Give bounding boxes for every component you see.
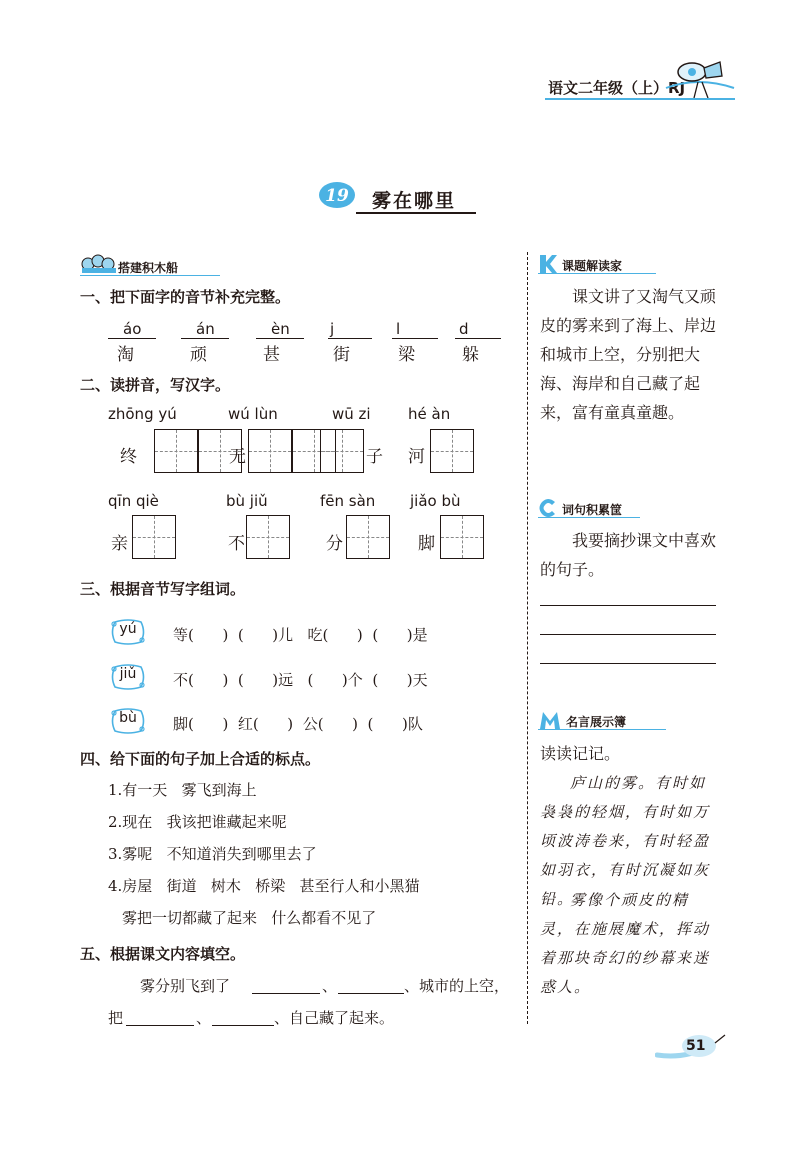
q5-line1-sep: 、 (322, 977, 338, 995)
q3-row-1: 等( ) ( )儿 吃( ) ( )是 (173, 626, 428, 644)
q2-writing-box[interactable] (346, 515, 390, 559)
q1-syllable-line-1 (108, 338, 156, 339)
q2-writing-box[interactable] (248, 429, 292, 473)
q1-hanzi-6: 躲 (462, 345, 479, 365)
book-title: 语文二年级（上）RJ (548, 79, 686, 97)
banner-words-line (538, 517, 640, 518)
q2-writing-box[interactable] (154, 429, 198, 473)
q1-syllable-line-5 (392, 338, 438, 339)
q3-row-3: 脚( ) 红( ) 公( ) ( )队 (173, 715, 423, 733)
lesson-title-underline (356, 212, 476, 214)
writing-line[interactable] (540, 634, 716, 635)
q5-line2-start: 把 (108, 1009, 124, 1027)
q4-sentence-1: 1.有一天 雾飞到海上 (108, 781, 257, 799)
q2-given-6: 不 (228, 534, 245, 554)
q2-pinyin-8: jiǎo bù (410, 492, 461, 510)
q2-given-5: 亲 (111, 534, 128, 554)
banner-interpret: 课题解读家 (562, 259, 623, 273)
quote-1: 庐山的雾。有时如袅袅的轻烟，有时如万顷波涛卷来，有时轻盈如羽衣，有时沉凝如灰铅。 (540, 774, 711, 908)
column-divider (527, 252, 528, 1024)
lesson-number-badge (318, 181, 356, 209)
q1-syllable-line-4 (328, 338, 372, 339)
building-blocks-icon (80, 252, 118, 274)
k-icon (538, 253, 558, 275)
q2-writing-box[interactable] (246, 515, 290, 559)
q2-given-1: 终 (120, 447, 137, 467)
q1-pinyin-5: l (396, 320, 401, 338)
q5-line2-sep: 、 (196, 1009, 212, 1027)
q2-pinyin-1: zhōng yú (108, 405, 177, 423)
q1-syllable-line-6 (455, 338, 501, 339)
q2-writing-box[interactable] (430, 429, 474, 473)
q5-line2-end: 、自己藏了起来。 (274, 1009, 395, 1027)
header-rule (545, 98, 735, 100)
q2-given-8: 脚 (418, 534, 435, 554)
q5-line1-end: 、城市的上空， (404, 977, 510, 995)
q4-sentence-2: 2.现在 我该把谁藏起来呢 (108, 813, 287, 831)
q2-pinyin-5: qīn qiè (108, 492, 159, 510)
q2-given-7: 分 (326, 534, 343, 554)
banner-build-line (80, 275, 220, 276)
words-text: 我要摘抄课文中喜欢的句子。 (540, 531, 717, 579)
q1-syllable-line-3 (256, 338, 304, 339)
q5-blank-4[interactable] (212, 1025, 274, 1026)
c-icon (538, 497, 558, 519)
q1-heading: 一、把下面字的音节补充完整。 (80, 288, 291, 306)
q3-syllable-1: yú (119, 621, 137, 637)
q2-writing-box[interactable] (132, 515, 176, 559)
interpret-text: 课文讲了又淘气又顽皮的雾来到了海上、岸边和城市上空，分别把大海、海岸和自己藏了起来，富有童真童趣。 (540, 287, 717, 422)
q2-given-2: 无 (229, 447, 246, 467)
q1-pinyin-1: áo (123, 320, 142, 338)
q5-line1-start: 雾分别飞到了 (140, 977, 231, 995)
q2-given-3: 子 (366, 447, 383, 467)
lesson-title: 雾在哪里 (372, 190, 457, 212)
q5-blank-2[interactable] (338, 993, 404, 994)
writing-line[interactable] (540, 663, 716, 664)
q1-hanzi-5: 梁 (398, 345, 415, 365)
q2-heading: 二、读拼音，写汉字。 (80, 376, 231, 394)
q2-pinyin-3: wū zi (332, 405, 371, 423)
q5-blank-1[interactable] (252, 993, 320, 994)
banner-quotes-line (538, 729, 666, 730)
q1-pinyin-4: j (330, 320, 335, 338)
q3-heading: 三、根据音节写字组词。 (80, 580, 246, 598)
q1-hanzi-3: 甚 (263, 345, 280, 365)
q2-pinyin-6: bù jiǔ (226, 492, 268, 510)
q4-sentence-5: 雾把一切都藏了起来 什么都看不见了 (122, 909, 377, 927)
q4-sentence-3: 3.雾呢 不知道消失到哪里去了 (108, 845, 317, 863)
q3-syllable-2: jiǔ (119, 666, 137, 682)
lesson-number: 19 (325, 186, 349, 206)
banner-quotes: 名言展示簿 (566, 715, 627, 729)
page-number: 51 (686, 1038, 706, 1054)
q2-given-4: 河 (408, 447, 425, 467)
q2-pinyin-2: wú lùn (228, 405, 278, 423)
banner-build: 搭建积木船 (118, 261, 179, 275)
q2-pinyin-4: hé àn (408, 405, 451, 423)
m-icon (538, 709, 562, 731)
q2-pinyin-7: fēn sàn (320, 492, 376, 510)
banner-interpret-line (538, 273, 656, 274)
q4-heading: 四、给下面的句子加上合适的标点。 (80, 750, 321, 768)
quotes-intro: 读读记记。 (540, 744, 621, 763)
q3-row-2: 不( ) ( )远 ( )个 ( )天 (173, 671, 428, 689)
q4-sentence-4: 4.房屋 街道 树木 桥梁 甚至行人和小黑猫 (108, 877, 420, 895)
q1-hanzi-1: 淘 (117, 345, 134, 365)
q2-writing-box[interactable] (440, 515, 484, 559)
q1-hanzi-2: 顽 (190, 345, 207, 365)
q3-syllable-3: bù (119, 710, 137, 726)
q5-heading: 五、根据课文内容填空。 (80, 945, 246, 963)
q1-syllable-line-2 (181, 338, 229, 339)
q2-writing-box[interactable] (320, 429, 364, 473)
q1-hanzi-4: 街 (333, 345, 350, 365)
q5-blank-3[interactable] (126, 1025, 194, 1026)
q1-pinyin-3: èn (271, 320, 290, 338)
q1-pinyin-6: d (459, 320, 469, 338)
quote-2: 雾像个顽皮的精灵，在施展魔术，挥动着那块奇幻的纱幕来迷惑人。 (540, 891, 711, 996)
q1-pinyin-2: án (196, 320, 215, 338)
banner-words: 词句积累筐 (562, 503, 623, 517)
writing-line[interactable] (540, 605, 716, 606)
